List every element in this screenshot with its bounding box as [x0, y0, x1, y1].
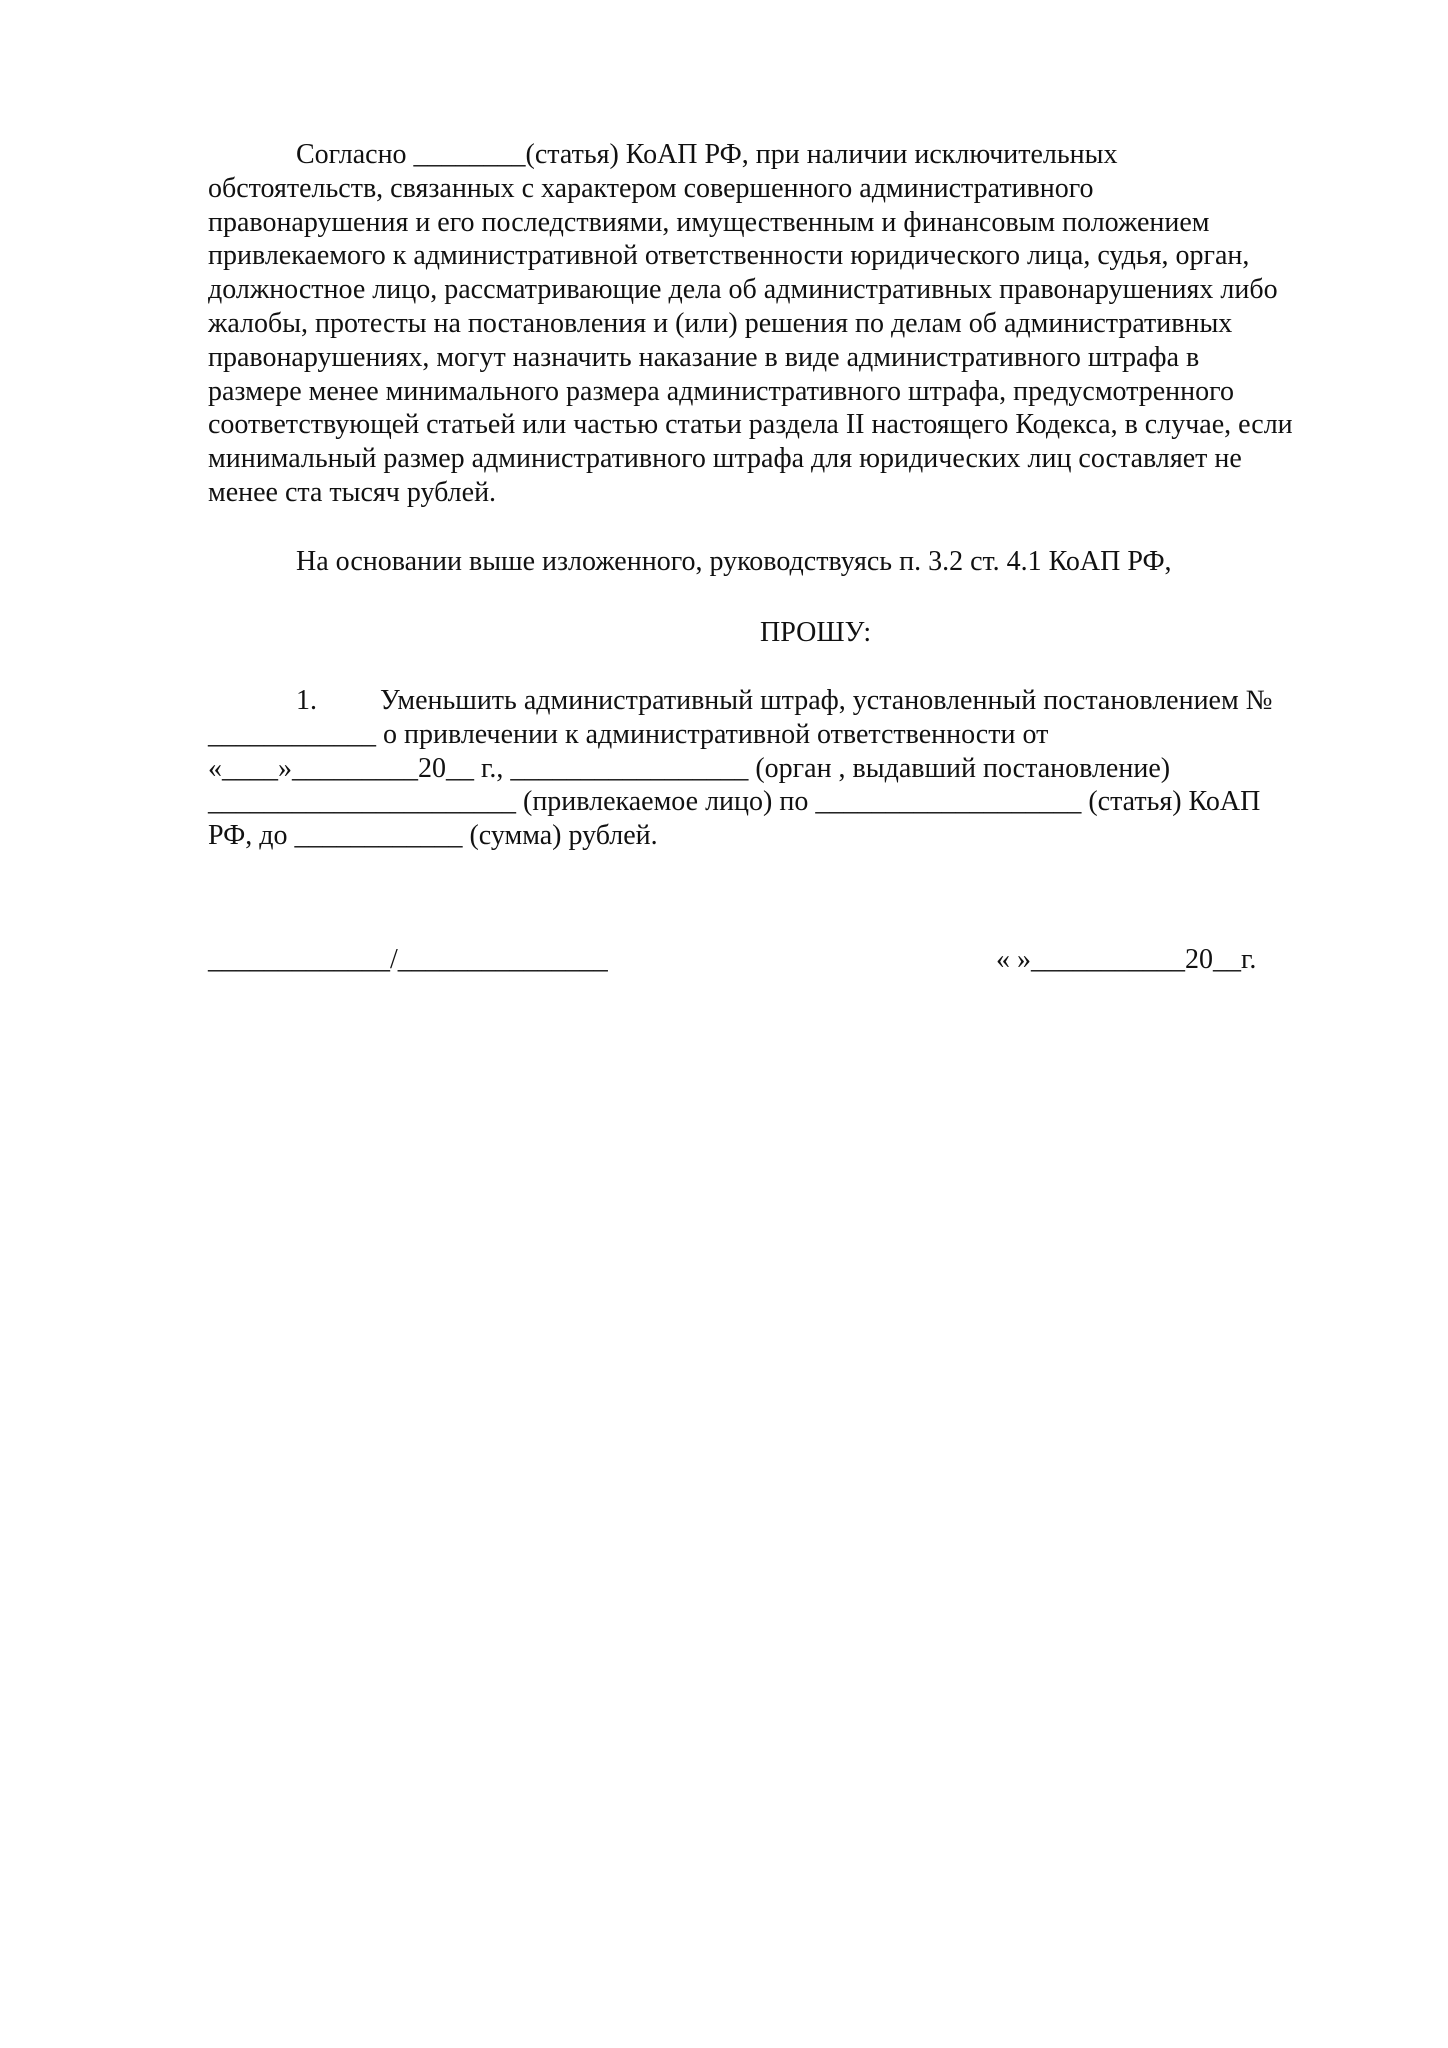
item-line: Уменьшить административный штраф, установленный постановлением № — [380, 685, 1273, 716]
paragraph-line: обстоятельств, связанных с характером совершенного административного — [208, 172, 1094, 204]
paragraph-legal-basis — [208, 138, 1348, 510]
request-item-1 — [208, 684, 1348, 853]
signature-line: _____________/_______________ — [208, 944, 608, 975]
item-number: 1. — [296, 685, 317, 716]
paragraph-line: правонарушениях, могут назначить наказание в виде административного штрафа в — [208, 341, 1200, 373]
paragraph-line: менее ста тысяч рублей. — [208, 476, 497, 508]
item-line: РФ, до ____________ (сумма) рублей. — [208, 820, 658, 852]
request-heading: ПРОШУ: — [760, 617, 872, 648]
paragraph-line: минимальный размер административного штрафа для юридических лиц составляет не — [208, 443, 1242, 475]
paragraph-line: должностное лицо, рассматривающие дела об административных правонарушениях либо — [208, 274, 1278, 306]
item-line: «____»_________20__ г., _________________ (орган , выдавший постановление) — [208, 752, 1171, 784]
item-first-line — [208, 684, 1348, 718]
item-line: ____________ о привлечении к административной ответственности от — [208, 718, 1049, 750]
paragraph-line: жалобы, протесты на постановления и (или) решения по делам об административных — [208, 307, 1233, 339]
date-line: « »___________20__г. — [996, 944, 1257, 975]
paragraph-line: правонарушения и его последствиями, имущественным и финансовым положением — [208, 206, 1210, 238]
paragraph-line: размере менее минимального размера административного штрафа, предусмотренного — [208, 375, 1234, 407]
paragraph-line: На основании выше изложенного, руководствуясь п. 3.2 ст. 4.1 КоАП РФ, — [296, 546, 1172, 577]
paragraph-line: привлекаемого к административной ответственности юридического лица, судья, орган, — [208, 240, 1250, 272]
paragraph-line: Согласно ________(статья) КоАП РФ, при наличии исключительных — [296, 139, 1118, 170]
paragraph-grounds — [208, 545, 1348, 579]
item-line: ______________________ (привлекаемое лицо) по ___________________ (статья) КоАП — [208, 786, 1261, 818]
paragraph-line: соответствующей статьей или частью статьи раздела II настоящего Кодекса, в случае, если — [208, 409, 1293, 441]
